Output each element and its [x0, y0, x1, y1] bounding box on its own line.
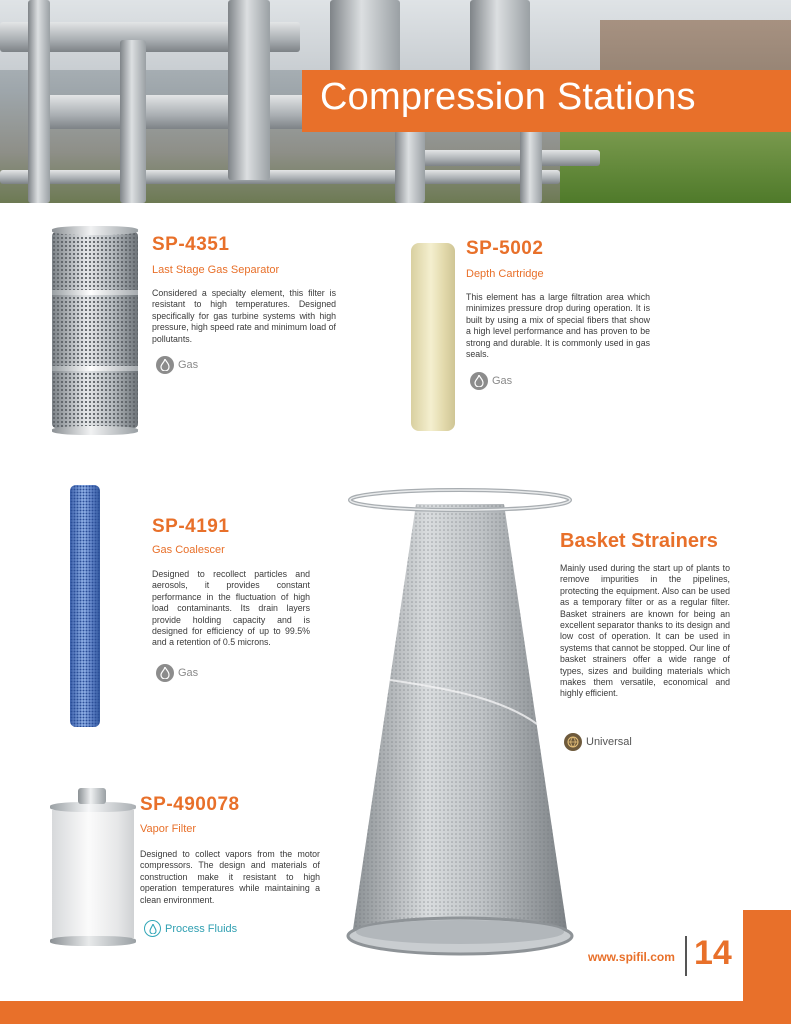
basket-strainer-image — [342, 484, 578, 960]
header-banner-photo — [0, 0, 791, 203]
footer-bar — [0, 1001, 791, 1024]
globe-icon — [564, 733, 582, 751]
product-tag — [470, 372, 512, 390]
basket-tag — [564, 733, 632, 751]
flame-icon — [470, 372, 488, 390]
product-subtitle: Last Stage Gas Separator — [152, 264, 280, 276]
droplet-icon — [144, 920, 161, 937]
product-tag-label: Process Fluids — [165, 922, 238, 935]
basket-title: Basket Strainers — [560, 530, 718, 552]
footer-divider — [685, 936, 687, 976]
product-description: Designed to recollect particles and aerosols, it provides constant performance in the fluctuation of high load contaminants. Its drain layers provide holding capacity and is designed for efficiency of up to 99.5% and a retention of 0.5 microns. — [152, 569, 310, 648]
product-code: SP-5002 — [466, 238, 544, 259]
product-subtitle: Depth Cartridge — [466, 268, 544, 280]
flame-icon — [156, 356, 174, 374]
sp-5002-product-image — [411, 243, 455, 431]
product-subtitle: Vapor Filter — [140, 823, 197, 835]
product-code: SP-4191 — [152, 516, 230, 537]
website-link[interactable]: www.spifil.com — [588, 950, 675, 964]
basket-tag-label: Universal — [586, 736, 632, 748]
product-tag-label: Gas — [492, 375, 513, 387]
page-title: Compression Stations — [320, 76, 696, 118]
product-description: Considered a specialty element, this filter is resistant to high temperatures. Designed specifically for gas turbine systems with high pressure, high speed rate and minimum load of pollutants. — [152, 288, 336, 344]
product-tag — [156, 356, 198, 374]
product-tag — [144, 920, 237, 937]
product-tag-label: Gas — [178, 667, 199, 679]
product-subtitle: Gas Coalescer — [152, 544, 225, 556]
product-description: Designed to collect vapors from the motor compressors. The design and materials of construction make it resistant to high operation temperatures while maintaining a clean environment. — [140, 849, 320, 905]
product-code: SP-490078 — [140, 794, 240, 815]
product-tag-label: Gas — [178, 359, 199, 371]
flame-icon — [156, 664, 174, 682]
product-description: This element has a large filtration area which minimizes pressure drop during operation. It is built by using a mix of special fibers that show a high level performance and has proven to be strong and durable. It is commonly used in gas seals. — [466, 292, 650, 360]
sp-4191-product-image — [70, 485, 100, 727]
title-band — [302, 70, 791, 132]
basket-description: Mainly used during the start up of plants to remove impurities in the pipelines, protecting the equipment. Also can be used as a temporary filter or as a regular filter. Basket strainers are known for being an excellent separator thanks to its design and low cost of operation. It can be used in systems that cannot be stopped. Our line of basket strainers offer a wide range of types, sizes and building materials which makes them versatile, economical and highly efficient. — [560, 563, 730, 699]
product-tag — [156, 664, 198, 682]
sp-490078-product-image — [50, 788, 136, 948]
product-code: SP-4351 — [152, 234, 230, 255]
sp-4351-product-image — [52, 226, 138, 436]
footer-accent-block — [743, 910, 791, 1010]
page-number: 14 — [694, 934, 732, 972]
